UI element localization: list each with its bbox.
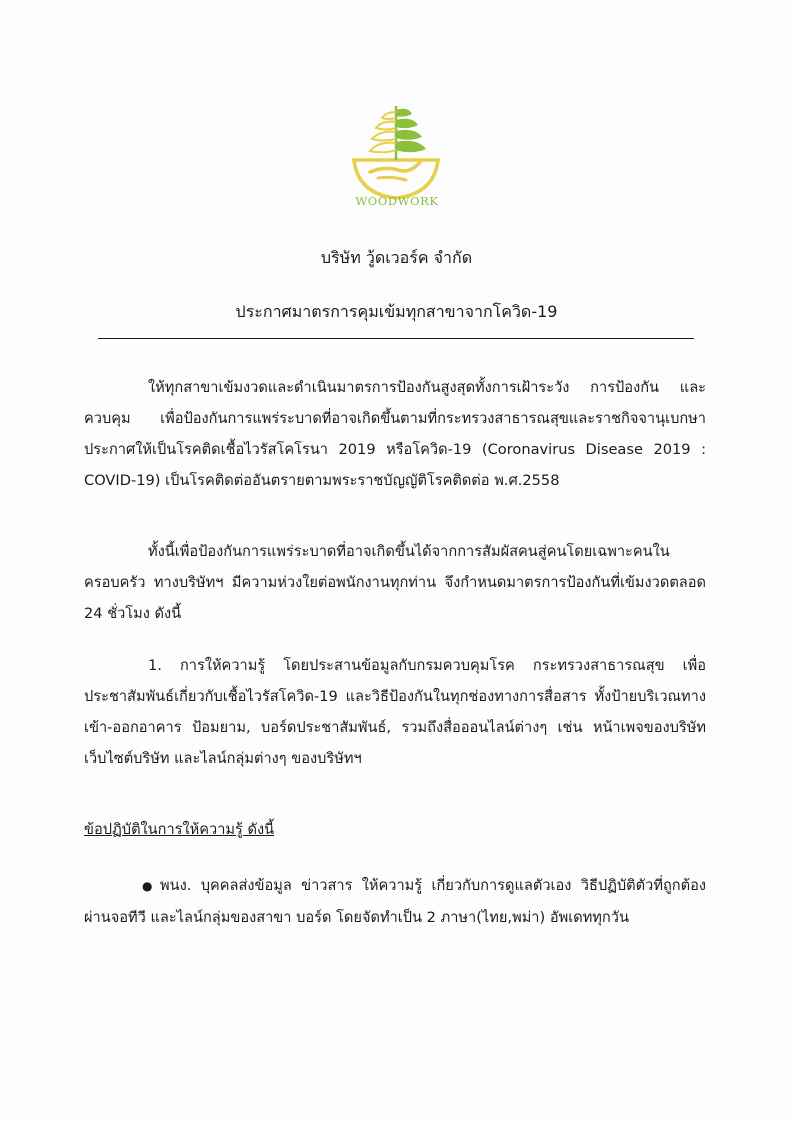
page-title: ประกาศมาตรการคุมเข้มทุกสาขาจากโควิด-19 [235, 302, 558, 321]
company-name: บริษัท วู้ดเวอร์ค จำกัด [320, 248, 473, 267]
bullet-icon: ● [142, 879, 153, 893]
paragraph-purpose: ทั้งนี้เพื่อป้องกันการแพร่ระบาดที่อาจเกิดขึ้นได้จากการสัมผัสคนสู่คนโดยเฉพาะคนในครอบครัว ทางบริษัทฯ มีความห่วงใยต่อพนักงานทุกท่าน จึงกำหนดมาตรการป้องกันที่เข้มงวดตลอด 24 ชั่วโมง ดังนี้ [84, 543, 706, 622]
paragraph-intro: ให้ทุกสาขาเข้มงวดและดำเนินมาตรการป้องกันสูงสุดทั้งการเฝ้าระวัง การป้องกัน และควบคุม เพื่อป้องกันการแพร่ระบาดที่อาจเกิดขึ้นตามที่กระทรวงสาธารณสุขและราชกิจจานุเบกษา ประกาศให้เป็นโรคติดเชื้อไวรัสโคโรนา 2019 หรือโควิด-19 (Coronavirus Disease 2019 : COVID-19) เป็นโรคติดต่ออันตรายตามพระราชบัญญัติโรคติดต่อ พ.ศ.2558 [84, 379, 706, 489]
list-item-text: พนง. บุคคลส่งข้อมูล ข่าวสาร ให้ความรู้ เกี่ยวกับการดูแลตัวเอง วิธีปฏิบัติตัวที่ถูกต้อง ผ่านจอทีวี และไลน์กลุ่มของสาขา บอร์ด โดยจัดทำเป็น 2 ภาษา(ไทย,พม่า) อัพเดททุกวัน [84, 877, 706, 926]
list-item [84, 870, 706, 933]
logo-wordmark: WOODWORK [355, 194, 439, 208]
paragraph-measure-1: 1. การให้ความรู้ โดยประสานข้อมูลกับกรมควบคุมโรค กระทรวงสาธารณสุข เพื่อประชาสัมพันธ์เกี่ยวกับเชื้อไวรัสโควิด-19 และวิธีป้องกันในทุกช่องทางการสื่อสาร ทั้งป้ายบริเวณทางเข้า-ออกอาคาร ป้อมยาม, บอร์ดประชาสัมพันธ์, รวมถึงสื่อออนไลน์ต่างๆ เช่น หน้าเพจของบริษัท เว็บไซต์บริษัท และไลน์กลุ่มต่างๆ ของบริษัทฯ [84, 657, 706, 767]
section-heading: ข้อปฏิบัติในการให้ความรู้ ดังนี้ [84, 821, 275, 838]
title-divider [98, 338, 694, 339]
